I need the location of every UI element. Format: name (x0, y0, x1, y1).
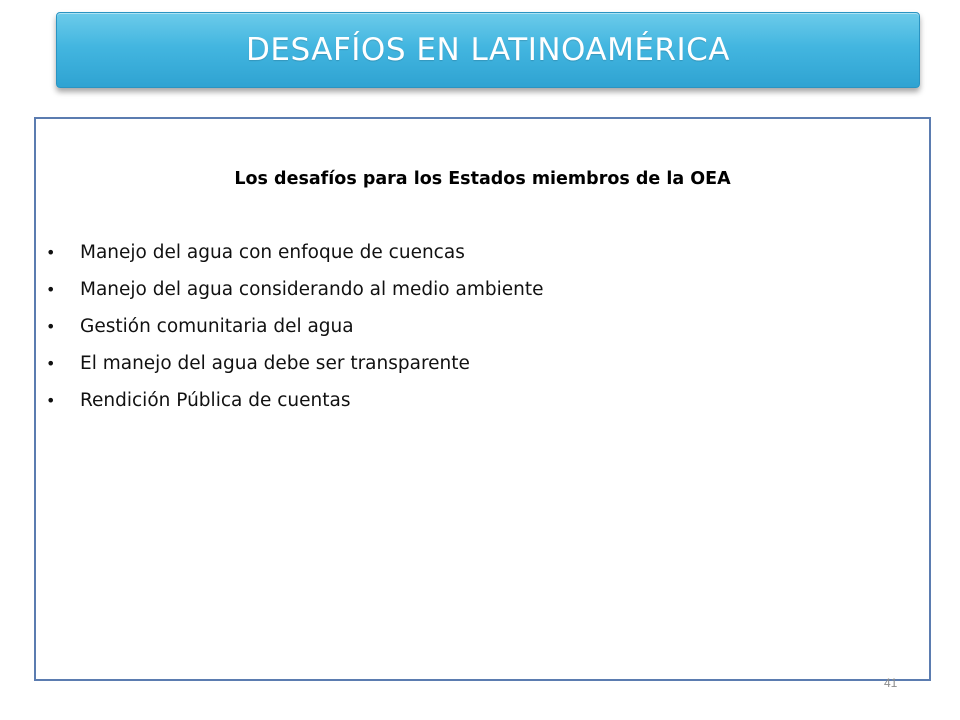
list-item (46, 353, 543, 390)
page-number: 41 (884, 676, 898, 690)
content-box (34, 117, 931, 681)
list-item (46, 390, 543, 427)
bullet-text: Rendición Pública de cuentas (80, 390, 351, 411)
bullet-icon: • (46, 280, 56, 299)
slide-title: DESAFÍOS EN LATINOAMÉRICA (246, 32, 730, 68)
bullet-text: Manejo del agua con enfoque de cuencas (80, 242, 465, 263)
list-item (46, 242, 543, 279)
list-item (46, 279, 543, 316)
bullet-list (46, 242, 543, 427)
bullet-icon: • (46, 243, 56, 262)
bullet-text: El manejo del agua debe ser transparente (80, 353, 470, 374)
bullet-icon: • (46, 391, 56, 410)
title-banner (56, 12, 920, 88)
bullet-icon: • (46, 354, 56, 373)
content-subtitle: Los desafíos para los Estados miembros de la OEA (234, 169, 731, 189)
bullet-text: Gestión comunitaria del agua (80, 316, 354, 337)
list-item (46, 316, 543, 353)
bullet-text: Manejo del agua considerando al medio ambiente (80, 279, 544, 300)
bullet-icon: • (46, 317, 56, 336)
